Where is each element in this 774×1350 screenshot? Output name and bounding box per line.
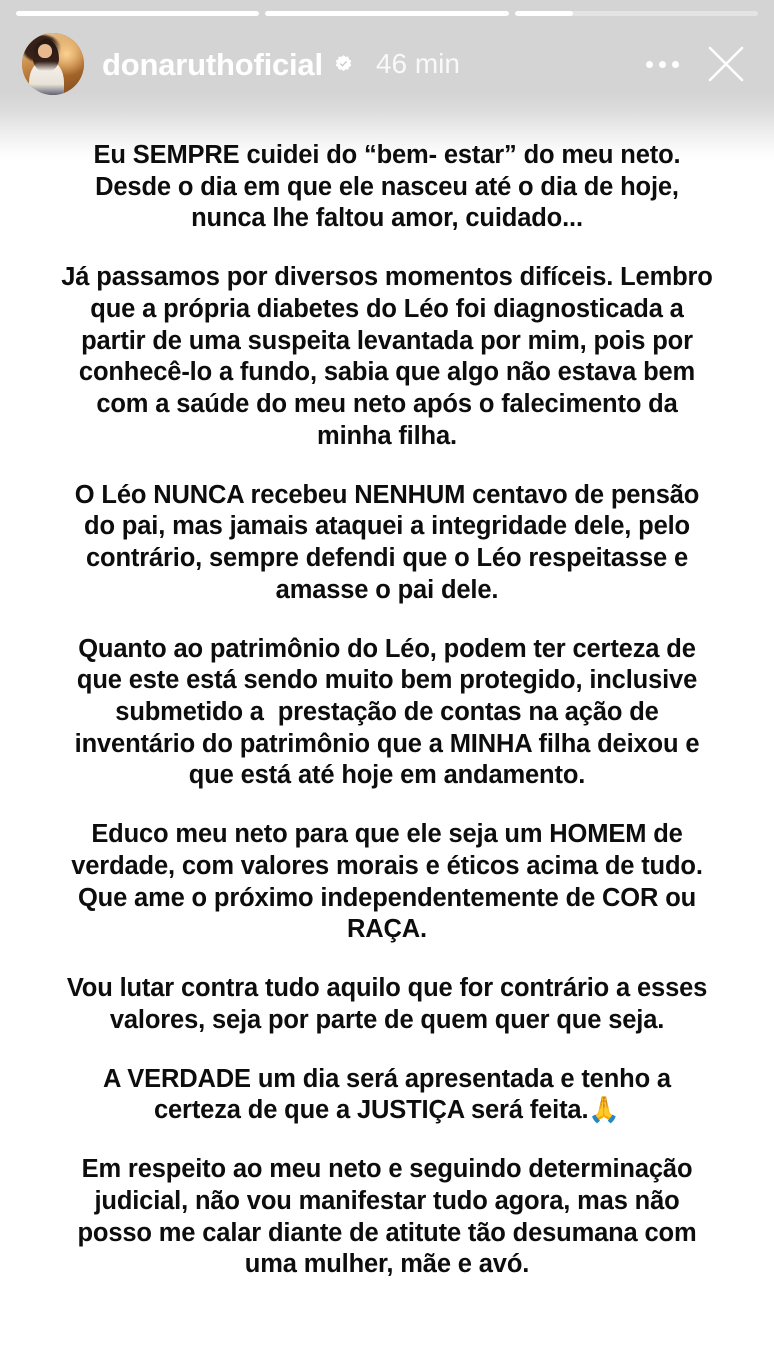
username-block[interactable]	[102, 46, 460, 82]
story-text-content	[0, 140, 774, 1281]
story-paragraph: Já passamos por diversos momentos difíceis. Lembro que a própria diabetes do Léo foi diagnosticada a partir de uma suspeita levantada por mim, pois por conhecê-lo a fundo, sabia que algo não estava bem com a saúde do meu neto após o falecimento da minha filha.	[61, 263, 720, 450]
progress-segment-fill	[265, 11, 508, 16]
progress-segment-fill	[16, 11, 259, 16]
more-dot	[672, 61, 679, 68]
story-progress-bar	[16, 11, 758, 16]
more-options-icon[interactable]	[638, 40, 686, 88]
story-timestamp: 46 min	[375, 48, 460, 79]
verified-badge-icon	[333, 54, 354, 75]
more-dot	[659, 61, 666, 68]
progress-segment-fill	[515, 11, 573, 16]
story-paragraph: Quanto ao patrimônio do Léo, podem ter certeza de que este está sendo muito bem protegido, inclusive submetido a prestação de contas na ação de inventário do patrimônio que a MINHA filha deixou e que está até hoje em andamento.	[74, 634, 707, 790]
story-paragraph: Educo meu neto para que ele seja um HOMEM de verdade, com valores morais e éticos acima de tudo. Que ame o próximo independentemente de COR ou RAÇA.	[71, 820, 710, 944]
progress-segment[interactable]	[265, 11, 508, 16]
avatar[interactable]	[22, 33, 84, 95]
story-paragraph: Eu SEMPRE cuidei do “bem- estar” do meu neto. Desde o dia em que ele nasceu até o dia de hoje, nunca lhe faltou amor, cuidado...	[93, 141, 688, 233]
avatar-image	[22, 33, 84, 95]
avatar-face	[38, 44, 53, 58]
story-paragraph: Vou lutar contra tudo aquilo que for contrário a esses valores, seja por parte de quem quer que seja.	[66, 974, 715, 1034]
progress-segment[interactable]	[16, 11, 259, 16]
story-paragraph: O Léo NUNCA recebeu NENHUM centavo de pensão do pai, mas jamais ataquei a integridade dele, pelo contrário, sempre defendi que o Léo respeitasse e amasse o pai dele.	[74, 480, 707, 604]
close-icon[interactable]	[698, 36, 754, 92]
more-dot	[646, 61, 653, 68]
story-paragraph: Em respeito ao meu neto e seguindo determinação judicial, não vou manifestar tudo agora, mas não posso me calar diante de atitute tão desumana com uma mulher, mãe e avó.	[77, 1155, 704, 1279]
username-label: donaruthoficial	[102, 46, 323, 82]
story-header	[0, 28, 774, 100]
progress-segment-active[interactable]	[515, 11, 758, 16]
story-paragraph: A VERDADE um dia será apresentada e tenho a certeza de que a JUSTIÇA será feita.🙏	[103, 1064, 678, 1125]
